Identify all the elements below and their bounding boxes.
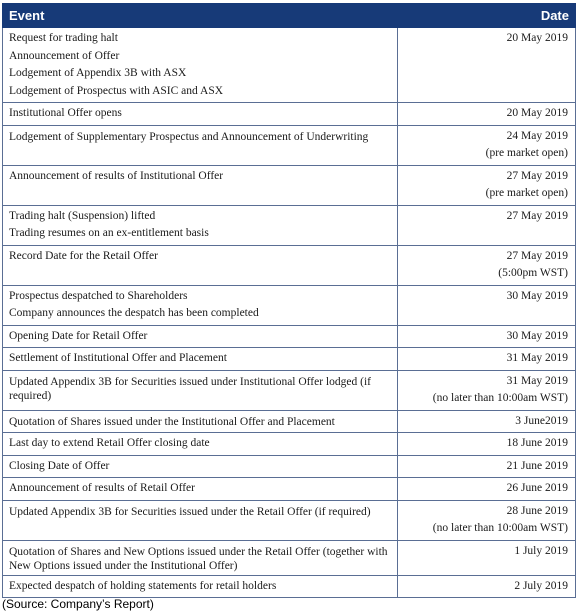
- date-text: 27 May 2019: [506, 249, 568, 262]
- event-text: Trading halt (Suspension) lifted: [9, 209, 156, 222]
- event-text: Opening Date for Retail Offer: [9, 329, 148, 342]
- date-cell: [398, 28, 576, 103]
- event-cell: [3, 165, 398, 205]
- date-text: 3 June2019: [515, 414, 568, 427]
- table-row: [3, 325, 576, 348]
- source-note: (Source: Company’s Report): [2, 597, 154, 611]
- event-text: Closing Date of Offer: [9, 459, 110, 472]
- event-cell: [3, 28, 398, 103]
- date-note: (pre market open): [485, 147, 568, 159]
- event-text: Record Date for the Retail Offer: [9, 249, 158, 262]
- date-cell: [398, 325, 576, 348]
- event-text: Announcement of results of Institutional Offer: [9, 169, 224, 182]
- table-header-row: [3, 4, 576, 28]
- table-row: [3, 348, 576, 371]
- table-row: [3, 205, 576, 245]
- table-row: [3, 103, 576, 126]
- date-text: 28 June 2019: [506, 504, 568, 517]
- event-text: Expected despatch of holding statements for retail holders: [9, 579, 277, 592]
- table-row: [3, 455, 576, 478]
- date-text: 30 May 2019: [506, 289, 568, 302]
- date-text: 31 May 2019: [506, 374, 568, 387]
- table-row: [3, 500, 576, 540]
- timetable: [2, 3, 575, 598]
- event-text: Institutional Offer opens: [9, 107, 122, 119]
- table-row: [3, 28, 576, 103]
- event-cell: [3, 370, 398, 410]
- event-cell: [3, 575, 398, 598]
- event-cell: [3, 285, 398, 325]
- date-cell: [398, 103, 576, 126]
- event-cell: [3, 245, 398, 285]
- table-row: [3, 410, 576, 433]
- table-row: [3, 285, 576, 325]
- date-text: 1 July 2019: [514, 544, 568, 557]
- event-text: Announcement of results of Retail Offer: [9, 482, 195, 494]
- date-column-header: Date: [398, 4, 576, 28]
- table-row: [3, 433, 576, 456]
- date-text: 27 May 2019: [506, 169, 568, 182]
- date-cell: [398, 500, 576, 540]
- table-row: [3, 125, 576, 165]
- event-text: Company announces the despatch has been completed: [9, 307, 259, 319]
- date-note: (no later than 10:00am WST): [432, 392, 568, 404]
- event-text: Quotation of Shares and New Options issued under the Retail Offer (together with New Options issued under the Institutional Offer): [9, 545, 388, 572]
- date-text: 21 June 2019: [506, 459, 568, 472]
- date-cell: [398, 575, 576, 598]
- date-cell: [398, 433, 576, 456]
- date-cell: [398, 370, 576, 410]
- date-note: (5:00pm WST): [498, 267, 568, 279]
- event-text: Announcement of Offer: [9, 49, 120, 62]
- date-cell: [398, 285, 576, 325]
- event-text: Updated Appendix 3B for Securities issued under Institutional Offer lodged (if required): [9, 375, 371, 402]
- date-cell: [398, 165, 576, 205]
- date-note: (no later than 10:00am WST): [432, 522, 568, 534]
- date-cell: [398, 245, 576, 285]
- date-cell: [398, 348, 576, 371]
- date-text: 20 May 2019: [506, 32, 568, 44]
- event-cell: [3, 103, 398, 126]
- date-text: 30 May 2019: [506, 329, 568, 342]
- date-cell: [398, 540, 576, 575]
- table-row: [3, 165, 576, 205]
- event-text: Trading resumes on an ex-entitlement basis: [9, 227, 209, 239]
- event-cell: [3, 125, 398, 165]
- event-cell: [3, 500, 398, 540]
- date-text: 26 June 2019: [506, 482, 568, 494]
- event-text: Prospectus despatched to Shareholders: [9, 289, 188, 302]
- date-text: 18 June 2019: [506, 437, 568, 449]
- event-cell: [3, 205, 398, 245]
- event-cell: [3, 540, 398, 575]
- event-cell: [3, 433, 398, 456]
- event-text: Settlement of Institutional Offer and Placement: [9, 352, 227, 364]
- event-text: Lodgement of Prospectus with ASIC and ASX: [9, 84, 224, 97]
- table-body: [3, 28, 576, 598]
- event-text: Request for trading halt: [9, 32, 118, 44]
- date-text: 27 May 2019: [506, 209, 568, 222]
- date-cell: [398, 455, 576, 478]
- timetable-table: [2, 3, 576, 598]
- table-row: [3, 540, 576, 575]
- event-text: Quotation of Shares issued under the Institutional Offer and Placement: [9, 415, 335, 428]
- event-text: Lodgement of Supplementary Prospectus and Announcement of Underwriting: [9, 130, 369, 143]
- date-text: 2 July 2019: [514, 579, 568, 592]
- table-row: [3, 245, 576, 285]
- table-row: [3, 575, 576, 598]
- event-cell: [3, 410, 398, 433]
- date-text: 24 May 2019: [506, 129, 568, 142]
- event-text: Lodgement of Appendix 3B with ASX: [9, 67, 187, 79]
- event-cell: [3, 455, 398, 478]
- date-text: 20 May 2019: [506, 107, 568, 119]
- date-cell: [398, 478, 576, 501]
- event-cell: [3, 348, 398, 371]
- table-row: [3, 478, 576, 501]
- event-cell: [3, 325, 398, 348]
- event-column-header: Event: [3, 4, 398, 28]
- event-text: Updated Appendix 3B for Securities issued under the Retail Offer (if required): [9, 505, 371, 518]
- event-text: Last day to extend Retail Offer closing date: [9, 437, 210, 449]
- event-cell: [3, 478, 398, 501]
- date-cell: [398, 410, 576, 433]
- date-note: (pre market open): [485, 187, 568, 199]
- date-cell: [398, 205, 576, 245]
- date-text: 31 May 2019: [506, 352, 568, 364]
- table-row: [3, 370, 576, 410]
- date-cell: [398, 125, 576, 165]
